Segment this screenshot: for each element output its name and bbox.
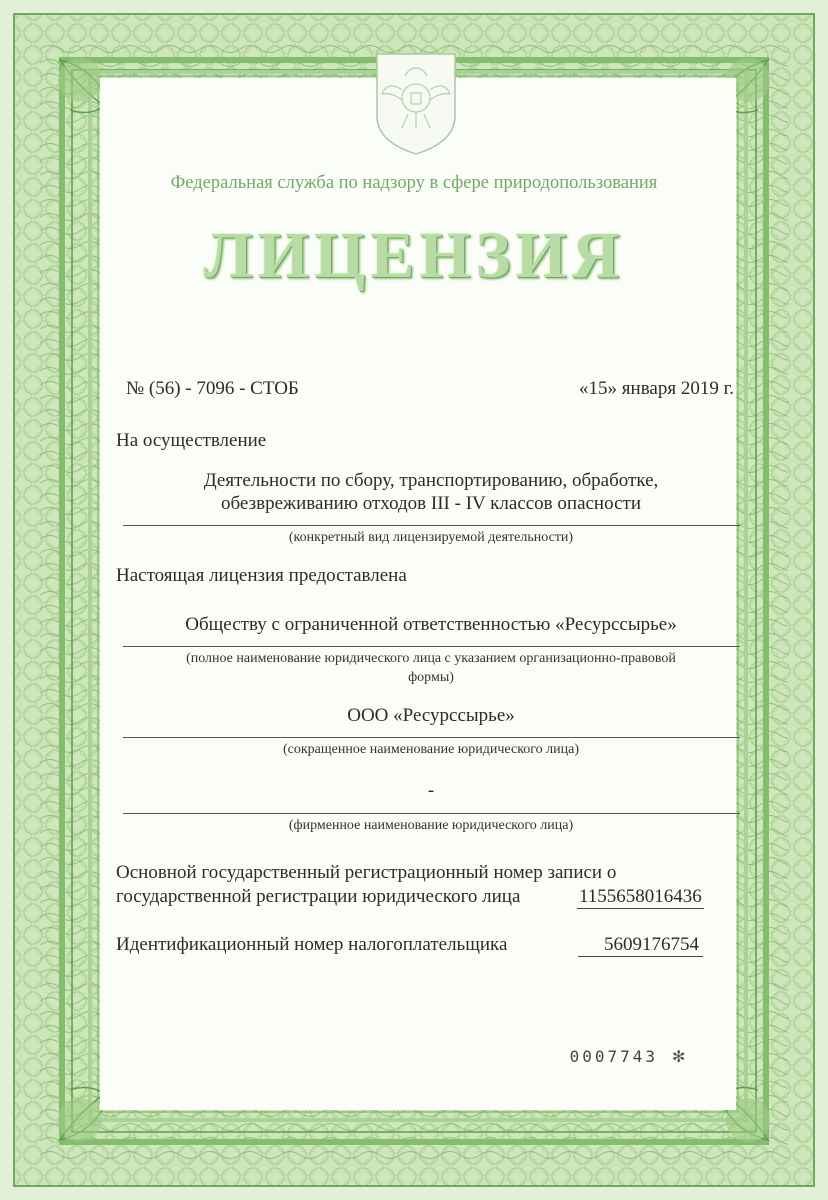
serial-number: 0007743 [569,1047,658,1066]
full-name-caption-2: формы) [408,670,454,685]
coat-of-arms-emblem [371,50,461,158]
full-name-caption-1: (полное наименование юридического лица с указанием организационно-правовой [186,651,676,666]
serial-mark-icon: ✻ [672,1049,686,1066]
issuing-agency: Федеральная служба по надзору в сфере природопользования [170,173,658,193]
grantee-brand-name: - [427,780,435,801]
brand-name-caption: (фирменное наименование юридического лица) [288,818,574,833]
ogrn-label-2: государственной регистрации юридического лица [116,886,521,907]
document-title: ЛИЦЕНЗИЯ [203,219,625,292]
short-name-caption: (сокращенное наименование юридического лица) [282,742,580,757]
activity-rule [123,525,740,526]
license-number: № (56) - 7096 - СТОБ [126,378,299,399]
brand-name-rule [123,813,740,814]
full-name-rule [123,646,740,647]
ogrn-value: 1155658016436 [579,886,702,907]
grantee-label: Настоящая лицензия предоставлена [116,565,407,586]
grantee-full-name: Обществу с ограниченной ответственностью «Ресурссырье» [185,614,677,635]
issue-date: «15» января 2019 г. [579,378,734,399]
ogrn-label-1: Основной государственный регистрационный номер записи о [116,862,617,883]
inn-value: 5609176754 [578,934,703,957]
short-name-rule [123,737,740,738]
inn-label: Идентификационный номер налогоплательщика [116,934,508,955]
activity-label: На осуществление [116,430,267,451]
activity-caption: (конкретный вид лицензируемой деятельности) [288,530,574,545]
grantee-short-name: ООО «Ресурссырье» [347,705,515,726]
activity-line-1: Деятельности по сбору, транспортированию, обработке, [203,470,659,491]
activity-line-2: обезвреживанию отходов III - IV классов опасности [221,493,641,514]
